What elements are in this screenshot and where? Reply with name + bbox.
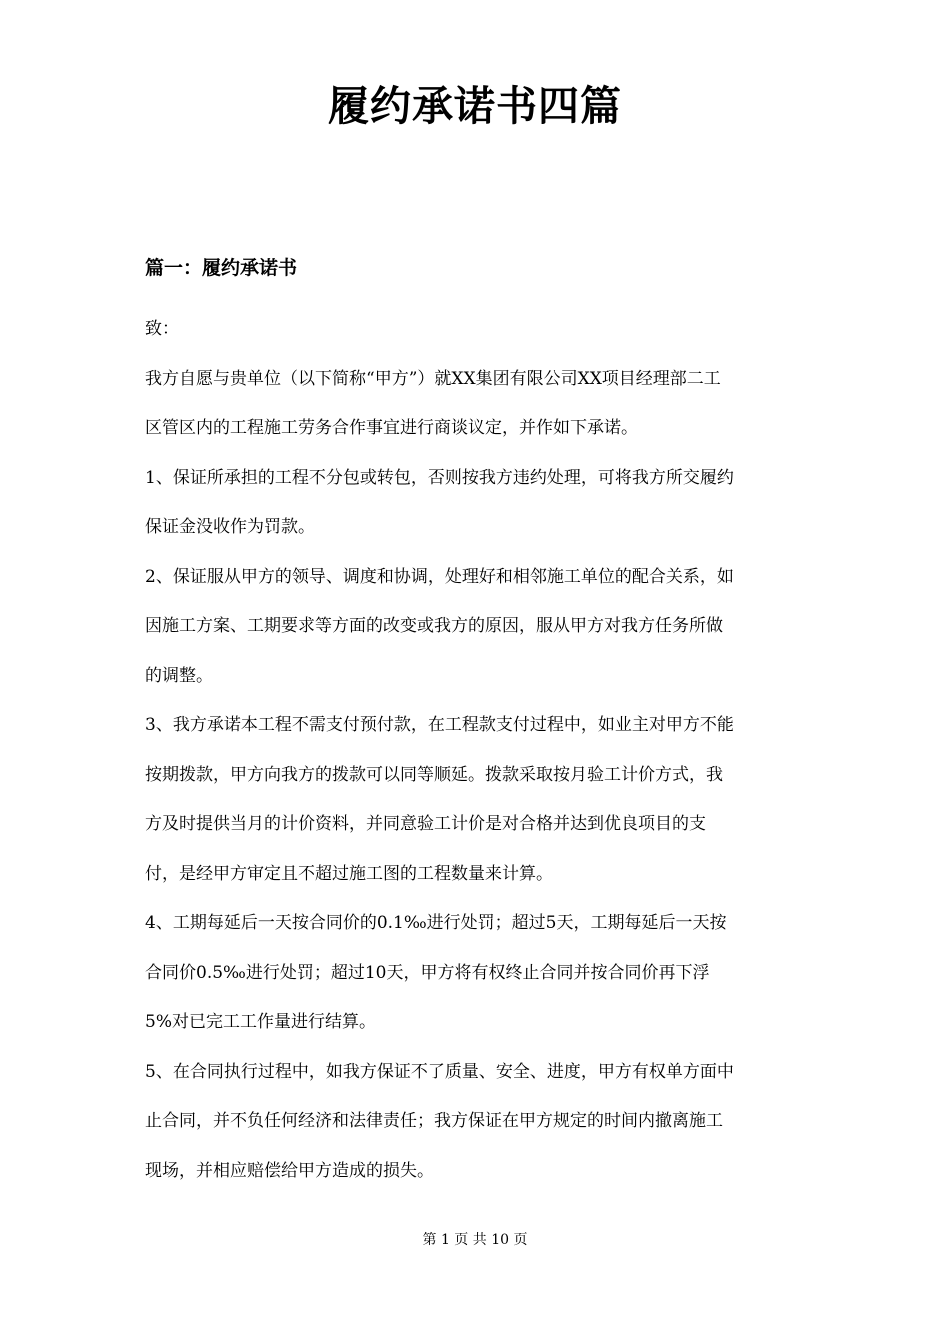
body-line: 2、保证服从甲方的领导、调度和协调，处理好和相邻施工单位的配合关系，如 [145,566,734,587]
section-heading: 篇一：履约承诺书 [145,257,298,279]
body-line: 付，是经甲方审定且不超过施工图的工程数量来计算。 [145,863,553,884]
body-line: 止合同，并不负任何经济和法律责任；我方保证在甲方规定的时间内撤离施工 [145,1111,723,1131]
body-line: 我方自愿与贵单位（以下简称“甲方”）就XX集团有限公司XX项目经理部二工 [145,368,721,389]
body-line: 4、工期每延后一天按合同价的0.1‰进行处罚；超过5天，工期每延后一天按 [145,913,727,933]
body-line: 致： [145,319,179,339]
document-body [145,305,807,1196]
body-line: 5、在合同执行过程中，如我方保证不了质量、安全、进度，甲方有权单方面中 [145,1061,734,1082]
document-title: 履约承诺书四篇 [328,82,622,130]
body-line: 的调整。 [145,665,213,686]
page-footer [0,1228,950,1252]
body-line: 按期拨款，甲方向我方的拨款可以同等顺延。拨款采取按月验工计价方式，我 [145,764,723,785]
body-line: 区管区内的工程施工劳务合作事宜进行商谈议定，并作如下承诺。 [145,418,638,438]
body-line: 5%对已完工工作量进行结算。 [145,1012,376,1032]
body-line: 3、我方承诺本工程不需支付预付款，在工程款支付过程中，如业主对甲方不能 [145,715,734,735]
body-line: 方及时提供当月的计价资料，并同意验工计价是对合格并达到优良项目的支 [145,814,706,834]
body-line: 合同价0.5‰进行处罚；超过10天，甲方将有权终止合同并按合同价再下浮 [145,962,710,983]
body-line: 1、保证所承担的工程不分包或转包，否则按我方违约处理，可将我方所交履约 [145,467,734,488]
body-line: 因施工方案、工期要求等方面的改变或我方的原因，服从甲方对我方任务所做 [145,616,723,636]
page-indicator: 第 1 页 共 10 页 [422,1232,528,1248]
body-line: 现场，并相应赔偿给甲方造成的损失。 [145,1160,434,1181]
body-line: 保证金没收作为罚款。 [145,517,315,537]
